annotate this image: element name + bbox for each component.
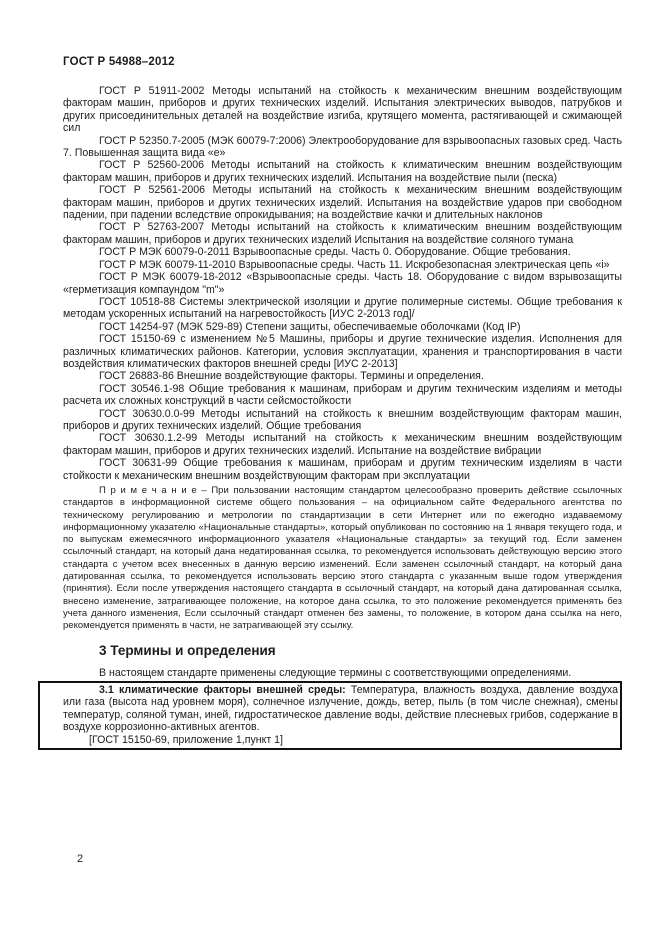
page-number: 2 — [77, 853, 84, 865]
reference-item: ГОСТ 26883-86 Внешние воздействующие факторы. Термины и определения. — [99, 370, 484, 383]
reference-item: ГОСТ 10518-88 Системы электрической изоляции и другие полимерные системы. Общие требования к методам ускоренных испытаний на нагревостойкость [ИУС 2-2013 год]/ — [63, 295, 622, 321]
reference-item: ГОСТ Р 52561-2006 Методы испытаний на стойкость к механическим внешним воздействующим факторам машин, приборов и других технических изделий. Испытания на воздействие ударов при свободном падении, при падении вследствие опрокидывания; на воздействие качки и длительных наклонов — [63, 184, 622, 222]
reference-item: ГОСТ Р МЭК 60079-18-2012 «Взрывоопасные среды. Часть 18. Оборудование с видом взрывозащиты «герметизация компаундом "m"» — [63, 271, 622, 296]
reference-item: ГОСТ 30546.1-98 Общие требования к машинам, приборам и другим техническим изделиям и методы расчета их сложных конструкций в части сейсмостойкости — [63, 382, 622, 408]
term-definition: Температура, влажность воздуха, давление воздуха или газа (высота над уровнем моря), солнечное излучение, дождь, ветер, пыль (в том числе снежная), смены температур, соляной туман, иней, гидростатическое давление воды, действие плесневых грибов, содержание в воздухе коррозионно-активных агентов. — [63, 683, 618, 734]
normative-references-section — [63, 85, 622, 633]
reference-item: ГОСТ Р 52350.7-2005 (МЭК 60079-7:2006) Электрооборудование для взрывоопасных газовых сред. Часть 7. Повышенная защита вида «е» — [63, 134, 622, 160]
reference-item: ГОСТ Р 52763-2007 Методы испытаний на стойкость к климатическим внешним воздействующим факторам машин, приборов и других технических изделий Испытания на воздействие соляного тумана — [63, 221, 622, 246]
section-heading: 3 Термины и определения — [99, 642, 276, 658]
reference-item: ГОСТ Р МЭК 60079-11-2010 Взрывоопасные среды. Часть 11. Искробезопасная электрическая цепь «i» — [99, 258, 610, 271]
term-source: [ГОСТ 15150-69, приложение 1,пункт 1] — [89, 733, 283, 746]
terms-and-definitions-section — [63, 643, 622, 750]
references-note: П р и м е ч а н и е – При пользовании настоящим стандартом целесообразно проверить действие ссылочных стандартов в информационной системе общего пользования – на официальном сайте Федерального агентства по техническому регулированию и метрологии по стандартизации в сети Интернет или по ежегодно издаваемому информационному указателю «Национальные стандарты», который опубликован по состоянию на 1 января текущего года, и по выпускам ежемесячного информационного указателя «Национальные стандарты» за текущий год. Если заменен ссылочный стандарт, на который дана недатированная ссылка, то рекомендуется использовать действующую версию этого стандарта с учетом всех внесенных в данную версию изменений. Если заменен ссылочный стандарт, на который дана датированная ссылка, то рекомендуется использовать версию этого стандарта с указанным выше годом утверждения (принятия). Если после утверждения настоящего стандарта в ссылочный стандарт, на который дана датированная ссылка, внесено изменение, затрагивающее положение, на которое дана ссылка, то это положение рекомендуется применять без учета данного изменения, Если ссылочный стандарт отменен без замены, то положение, в котором дана ссылка на него, рекомендуется применять в части, не затрагивающей эту ссылку. — [63, 485, 622, 632]
reference-item: ГОСТ 14254-97 (МЭК 529-89) Степени защиты, обеспечиваемые оболочками (Код IP) — [99, 320, 521, 333]
term-title: 3.1 климатические факторы внешней среды: — [99, 683, 346, 696]
reference-item: ГОСТ Р 52560-2006 Методы испытаний на стойкость к климатическим внешним воздействующим факторам машин, приборов и других технических изделий. Испытания на воздействие пыли (песка) — [63, 159, 622, 184]
reference-item: ГОСТ 15150-69 с изменением №5 Машины, приборы и другие технические изделия. Исполнения для различных климатических районов. Категории, условия эксплуатации, хранения и транспортирования в части воздействия климатических факторов внешней среды [ИУС 2-2013] — [63, 333, 622, 370]
reference-item: ГОСТ 30630.0.0-99 Методы испытаний на стойкость к внешним воздействующим факторам машин, приборов и других технических изделий. Общие требования — [63, 407, 622, 432]
term-definition-box — [38, 681, 622, 750]
section-intro: В настоящем стандарте применены следующие термины с соответствующими определениями. — [99, 666, 572, 679]
reference-item: ГОСТ 30630.1.2-99 Методы испытаний на стойкость к механическим внешним воздействующим факторам машин, приборов и других технических изделий. Испытание на воздействие вибрации — [63, 432, 622, 457]
term-paragraph — [63, 684, 618, 734]
reference-item: ГОСТ Р МЭК 60079-0-2011 Взрывоопасные среды. Часть 0. Оборудование. Общие требования. — [99, 246, 571, 259]
reference-item: ГОСТ Р 51911-2002 Методы испытаний на стойкость к механическим внешним воздействующим факторам машин, приборов и других технических изделий. Испытания электрических выводов, патрубков и других присоединительных деталей на воздействие изгиба, крутящего момента, растягивающей и сжимающей сил — [63, 85, 622, 135]
standard-designation: ГОСТ Р 54988–2012 — [63, 56, 175, 68]
reference-item: ГОСТ 30631-99 Общие требования к машинам, приборам и другим техническим изделиям в части стойкости к механическим внешним воздействующим факторам при эксплуатации — [63, 457, 622, 482]
